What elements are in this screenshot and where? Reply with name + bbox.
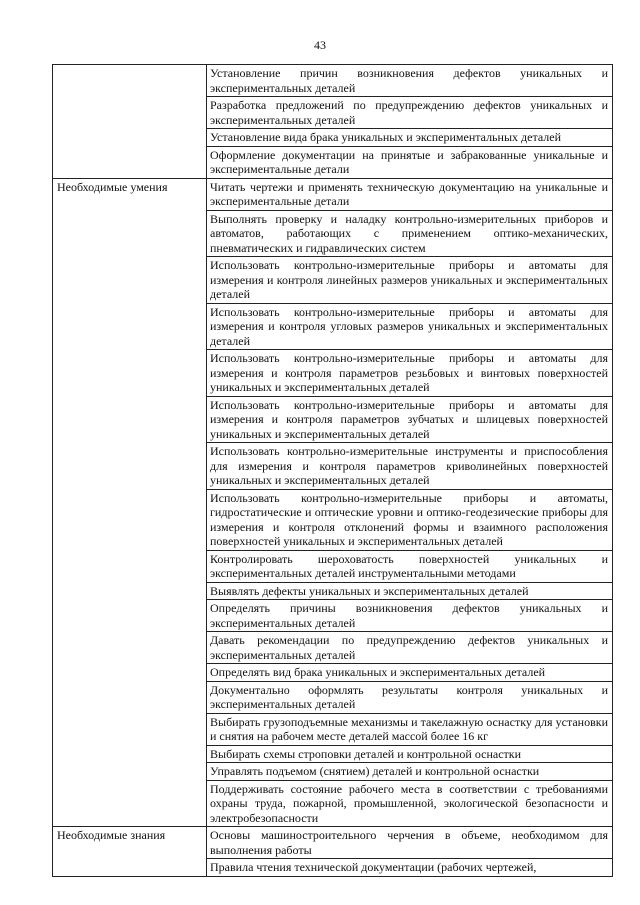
- requirement-item: Читать чертежи и применять техническую документацию на уникальные и экспериментальные детали: [210, 179, 608, 208]
- table-row: [53, 178, 613, 210]
- requirement-item: Давать рекомендации по предупреждению дефектов уникальных и экспериментальных деталей: [210, 633, 608, 662]
- requirement-item-cell: [207, 489, 613, 550]
- requirement-item: Использовать контрольно-измерительные приборы и автоматы для измерения и контроля параметров резьбовых и винтовых поверхностей уникальных и экспериментальных деталей: [210, 351, 608, 394]
- requirement-item: Оформление документации на принятые и забракованные уникальные и экспериментальные детали: [210, 147, 608, 176]
- requirement-item: Использовать контрольно-измерительные инструменты и приспособления для измерения и контроля параметров криволинейных поверхностей уникальных и экспериментальных деталей: [210, 444, 608, 487]
- table-row: [53, 827, 613, 859]
- requirement-item: Выбирать схемы строповки деталей и контрольной оснастки: [210, 746, 522, 761]
- requirement-item: Использовать контрольно-измерительные приборы и автоматы для измерения и контроля угловых размеров уникальных и экспериментальных деталей: [210, 304, 608, 348]
- requirement-item-cell: [207, 129, 613, 147]
- requirement-item-cell: [207, 396, 613, 443]
- requirement-item-cell: [207, 257, 613, 304]
- requirement-item-cell: [207, 681, 613, 713]
- requirement-item: Основы машиностроительного черчения в объеме, необходимом для выполнения работы: [210, 828, 608, 857]
- requirement-item-cell: [207, 827, 613, 859]
- requirement-item-cell: [207, 210, 613, 257]
- requirement-item: Выполнять проверку и наладку контрольно-измерительных приборов и автоматов, работающих с применением оптико-механических, пневматических и гидравлических систем: [210, 211, 608, 255]
- section-label: Необходимые умения: [53, 178, 207, 827]
- requirement-item-cell: [207, 763, 613, 781]
- requirement-item-cell: [207, 350, 613, 397]
- requirement-item-cell: [207, 582, 613, 600]
- requirement-item: Выявлять дефекты уникальных и экспериментальных деталей: [210, 583, 529, 598]
- requirement-item-cell: [207, 632, 613, 664]
- requirement-item-cell: [207, 303, 613, 350]
- requirement-item: Установление вида брака уникальных и экспериментальных деталей: [210, 130, 562, 144]
- requirement-item: Определять причины возникновения дефектов уникальных и экспериментальных деталей: [210, 601, 608, 630]
- requirement-item-cell: [207, 97, 613, 129]
- requirement-item-cell: [207, 550, 613, 582]
- page-number: 43: [314, 38, 326, 52]
- requirement-item: Поддерживать состояние рабочего места в соответствии с требованиями охраны труда, пожарной, промышленной, экологической безопасности и электробезопасности: [210, 781, 608, 825]
- section-label: Необходимые знания: [53, 827, 207, 877]
- requirement-item-cell: [207, 713, 613, 745]
- requirement-item: Установление причин возникновения дефектов уникальных и экспериментальных деталей: [210, 66, 608, 95]
- requirement-item: Разработка предложений по предупреждению дефектов уникальных и экспериментальных деталей: [210, 98, 608, 127]
- requirement-item-cell: [207, 745, 613, 763]
- requirement-item-cell: [207, 178, 613, 210]
- requirement-item-cell: [207, 780, 613, 827]
- requirement-item-cell: [207, 859, 613, 877]
- requirement-item: Правила чтения технической документации (рабочих чертежей,: [210, 860, 537, 874]
- requirement-item: Использовать контрольно-измерительные приборы и автоматы, гидростатические и оптические уровни и оптико-геодезические приборы для измерения и контроля отклонений формы и взаимного расположения поверхностей уникальных и экспериментальных деталей: [210, 490, 608, 548]
- section-label: [53, 65, 207, 179]
- requirement-item: Использовать контрольно-измерительные приборы и автоматы для измерения и контроля параметров зубчатых и шлицевых поверхностей уникальных и экспериментальных деталей: [210, 397, 608, 441]
- requirements-table: [52, 64, 613, 877]
- requirement-item: Контролировать шероховатость поверхностей уникальных и экспериментальных деталей инструментальными методами: [210, 551, 608, 580]
- requirement-item: Использовать контрольно-измерительные приборы и автоматы для измерения и контроля линейных размеров уникальных и экспериментальных деталей: [210, 258, 608, 301]
- requirement-item-cell: [207, 664, 613, 682]
- requirement-item: Управлять подъемом (снятием) деталей и контрольной оснастки: [210, 764, 540, 778]
- requirement-item-cell: [207, 146, 613, 178]
- requirement-item: Выбирать грузоподъемные механизмы и такелажную оснастку для установки и снятия на рабочем месте деталей массой более 16 кг: [210, 714, 608, 743]
- requirement-item: Документально оформлять результаты контроля уникальных и экспериментальных деталей: [210, 682, 608, 711]
- requirement-item-cell: [207, 600, 613, 632]
- requirement-item-cell: [207, 443, 613, 490]
- requirement-item-cell: [207, 65, 613, 97]
- table-row: [53, 65, 613, 97]
- requirement-item: Определять вид брака уникальных и экспериментальных деталей: [210, 665, 546, 679]
- table-body: [53, 65, 613, 877]
